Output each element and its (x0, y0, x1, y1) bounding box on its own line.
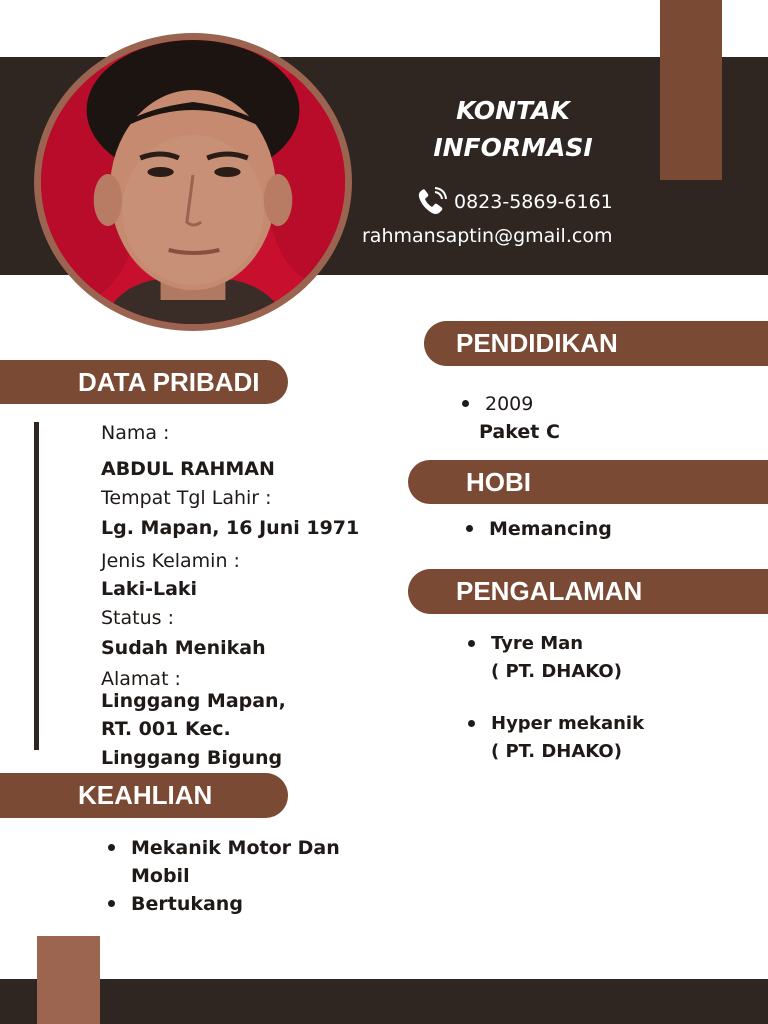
top-accent-bar (660, 0, 722, 180)
experience-item (468, 710, 644, 766)
contact-title-line2: INFORMASI (433, 133, 593, 162)
experience-item (468, 630, 622, 686)
education-year: 2009 (485, 393, 534, 415)
skill-text-line1: Mekanik Motor Dan (131, 837, 340, 859)
contact-phone (416, 187, 613, 217)
footer-band (0, 979, 768, 1024)
address-line-1: Linggang Mapan, (101, 690, 286, 712)
address-line-2: RT. 001 Kec. (101, 718, 231, 740)
contact-title (380, 92, 646, 166)
section-pengalaman-label: PENGALAMAN (456, 576, 643, 606)
email-address: rahmansaptin@gmail.com (362, 225, 613, 247)
address-label: Alamat : (101, 668, 181, 690)
skill-item (108, 834, 340, 890)
profile-photo (41, 40, 345, 324)
address-line-3: Linggang Bigung (101, 747, 283, 769)
gender-label: Jenis Kelamin : (101, 550, 240, 572)
education-program: Paket C (479, 421, 560, 443)
education-item (462, 390, 533, 418)
bullet-dot (108, 844, 115, 851)
hobby-text: Memancing (489, 518, 612, 540)
personal-data-divider (34, 422, 39, 750)
footer-accent-bar (37, 936, 100, 1024)
birth-value: Lg. Mapan, 16 Juni 1971 (101, 517, 360, 539)
contact-title-line1: KONTAK (456, 96, 570, 125)
bullet-dot (466, 525, 473, 532)
experience-role: Tyre Man (491, 633, 584, 654)
hobby-item (466, 515, 612, 543)
section-pendidikan-label: PENDIDIKAN (456, 328, 618, 358)
section-pengalaman (408, 569, 768, 614)
section-hobi-label: HOBI (466, 466, 531, 497)
skill-item (108, 890, 243, 918)
phone-ringing-icon (416, 187, 450, 217)
section-data-pribadi (0, 360, 288, 404)
gender-value: Laki-Laki (101, 578, 198, 600)
bullet-dot (468, 640, 475, 647)
name-value: ABDUL RAHMAN (101, 458, 275, 480)
experience-role: Hyper mekanik (491, 713, 645, 734)
experience-company: ( PT. DHAKO) (491, 741, 622, 762)
bullet-dot (468, 720, 475, 727)
section-keahlian (0, 773, 288, 818)
phone-number: 0823-5869-6161 (454, 191, 613, 213)
bullet-dot (462, 400, 469, 407)
skill-text-line1: Bertukang (131, 893, 243, 915)
section-hobi (408, 460, 768, 504)
name-label: Nama : (101, 422, 170, 444)
section-data-pribadi-label: DATA PRIBADI (78, 366, 260, 397)
portrait-image (41, 40, 345, 324)
experience-company: ( PT. DHAKO) (491, 661, 622, 682)
bullet-dot (108, 900, 115, 907)
status-label: Status : (101, 607, 174, 629)
section-keahlian-label: KEAHLIAN (78, 780, 213, 810)
status-value: Sudah Menikah (101, 637, 266, 659)
section-pendidikan (424, 321, 768, 366)
birth-label: Tempat Tgl Lahir : (101, 487, 272, 509)
profile-photo-frame (34, 33, 352, 331)
skill-text-line2: Mobil (131, 865, 190, 887)
